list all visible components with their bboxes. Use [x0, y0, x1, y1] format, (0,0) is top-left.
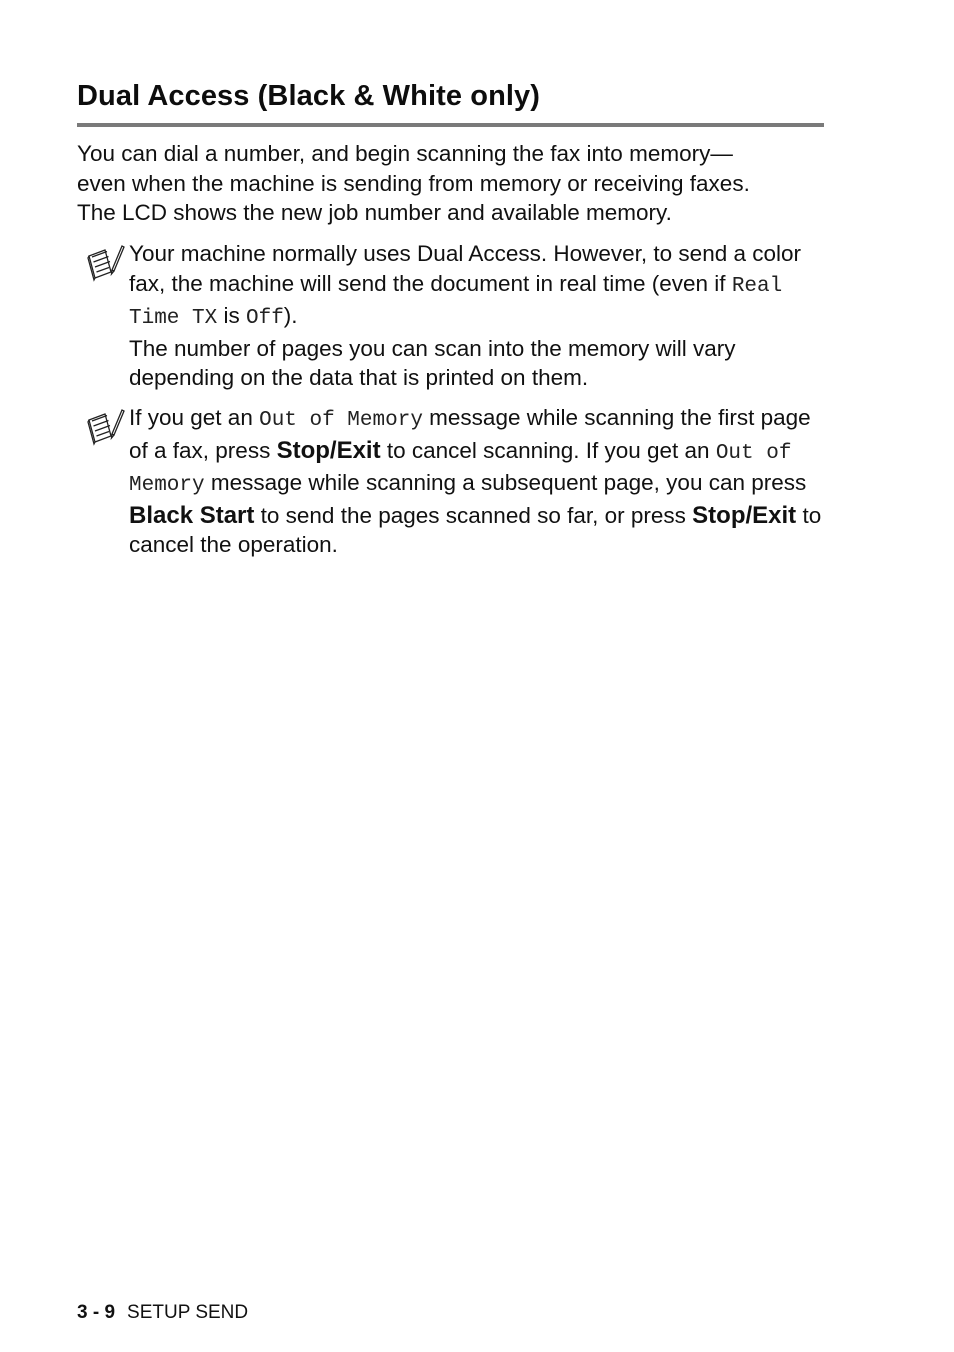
key-stop-exit: Stop/Exit	[692, 501, 797, 529]
note-text: If you get an	[129, 405, 260, 430]
note-out-of-memory	[129, 403, 829, 560]
note-text: message while scanning a subsequent page, you can press	[204, 470, 807, 495]
intro-line-1: You can dial a number, and begin scanning the fax into memory—	[77, 141, 733, 166]
note-text: to cancel the operation.	[129, 502, 822, 557]
intro-line-3: The LCD shows the new job number and available memory.	[77, 200, 672, 225]
note-paragraph: The number of pages you can scan into the memory will vary depending on the data that is printed on them.	[129, 335, 736, 390]
lcd-setting-real-time-tx: Real Time TX	[129, 274, 783, 330]
section-name: SETUP SEND	[127, 1302, 249, 1323]
note-paragraph	[129, 239, 829, 334]
note-text: message while scanning the first page of a fax, press	[129, 405, 811, 463]
note-text: is	[217, 303, 246, 328]
note-text: ).	[283, 303, 298, 328]
note-text: to send the pages scanned so far, or press	[254, 502, 693, 528]
note-icon	[85, 244, 125, 284]
key-black-start: Black Start	[129, 501, 255, 529]
intro-line-2: even when the machine is sending from memory or receiving faxes.	[77, 170, 750, 196]
note-text: to cancel scanning. If you get an	[380, 437, 716, 463]
page-footer	[77, 1302, 248, 1324]
page-number: 3 - 9	[77, 1302, 116, 1323]
page-title: Dual Access (Black & White only)	[77, 80, 541, 112]
lcd-setting-off: Off	[245, 307, 284, 330]
title-divider	[77, 123, 824, 127]
lcd-message-out-of-memory: Out of Memory	[259, 409, 423, 432]
note-icon	[85, 408, 125, 448]
lcd-message-out-of-memory: Out of Memory	[129, 441, 792, 497]
key-stop-exit: Stop/Exit	[276, 436, 381, 464]
intro-paragraph	[77, 139, 837, 228]
note-text: Your machine normally uses Dual Access. However, to send a color fax, the machine will send the document in real time (even if	[129, 241, 802, 296]
note-dual-access	[129, 239, 829, 393]
